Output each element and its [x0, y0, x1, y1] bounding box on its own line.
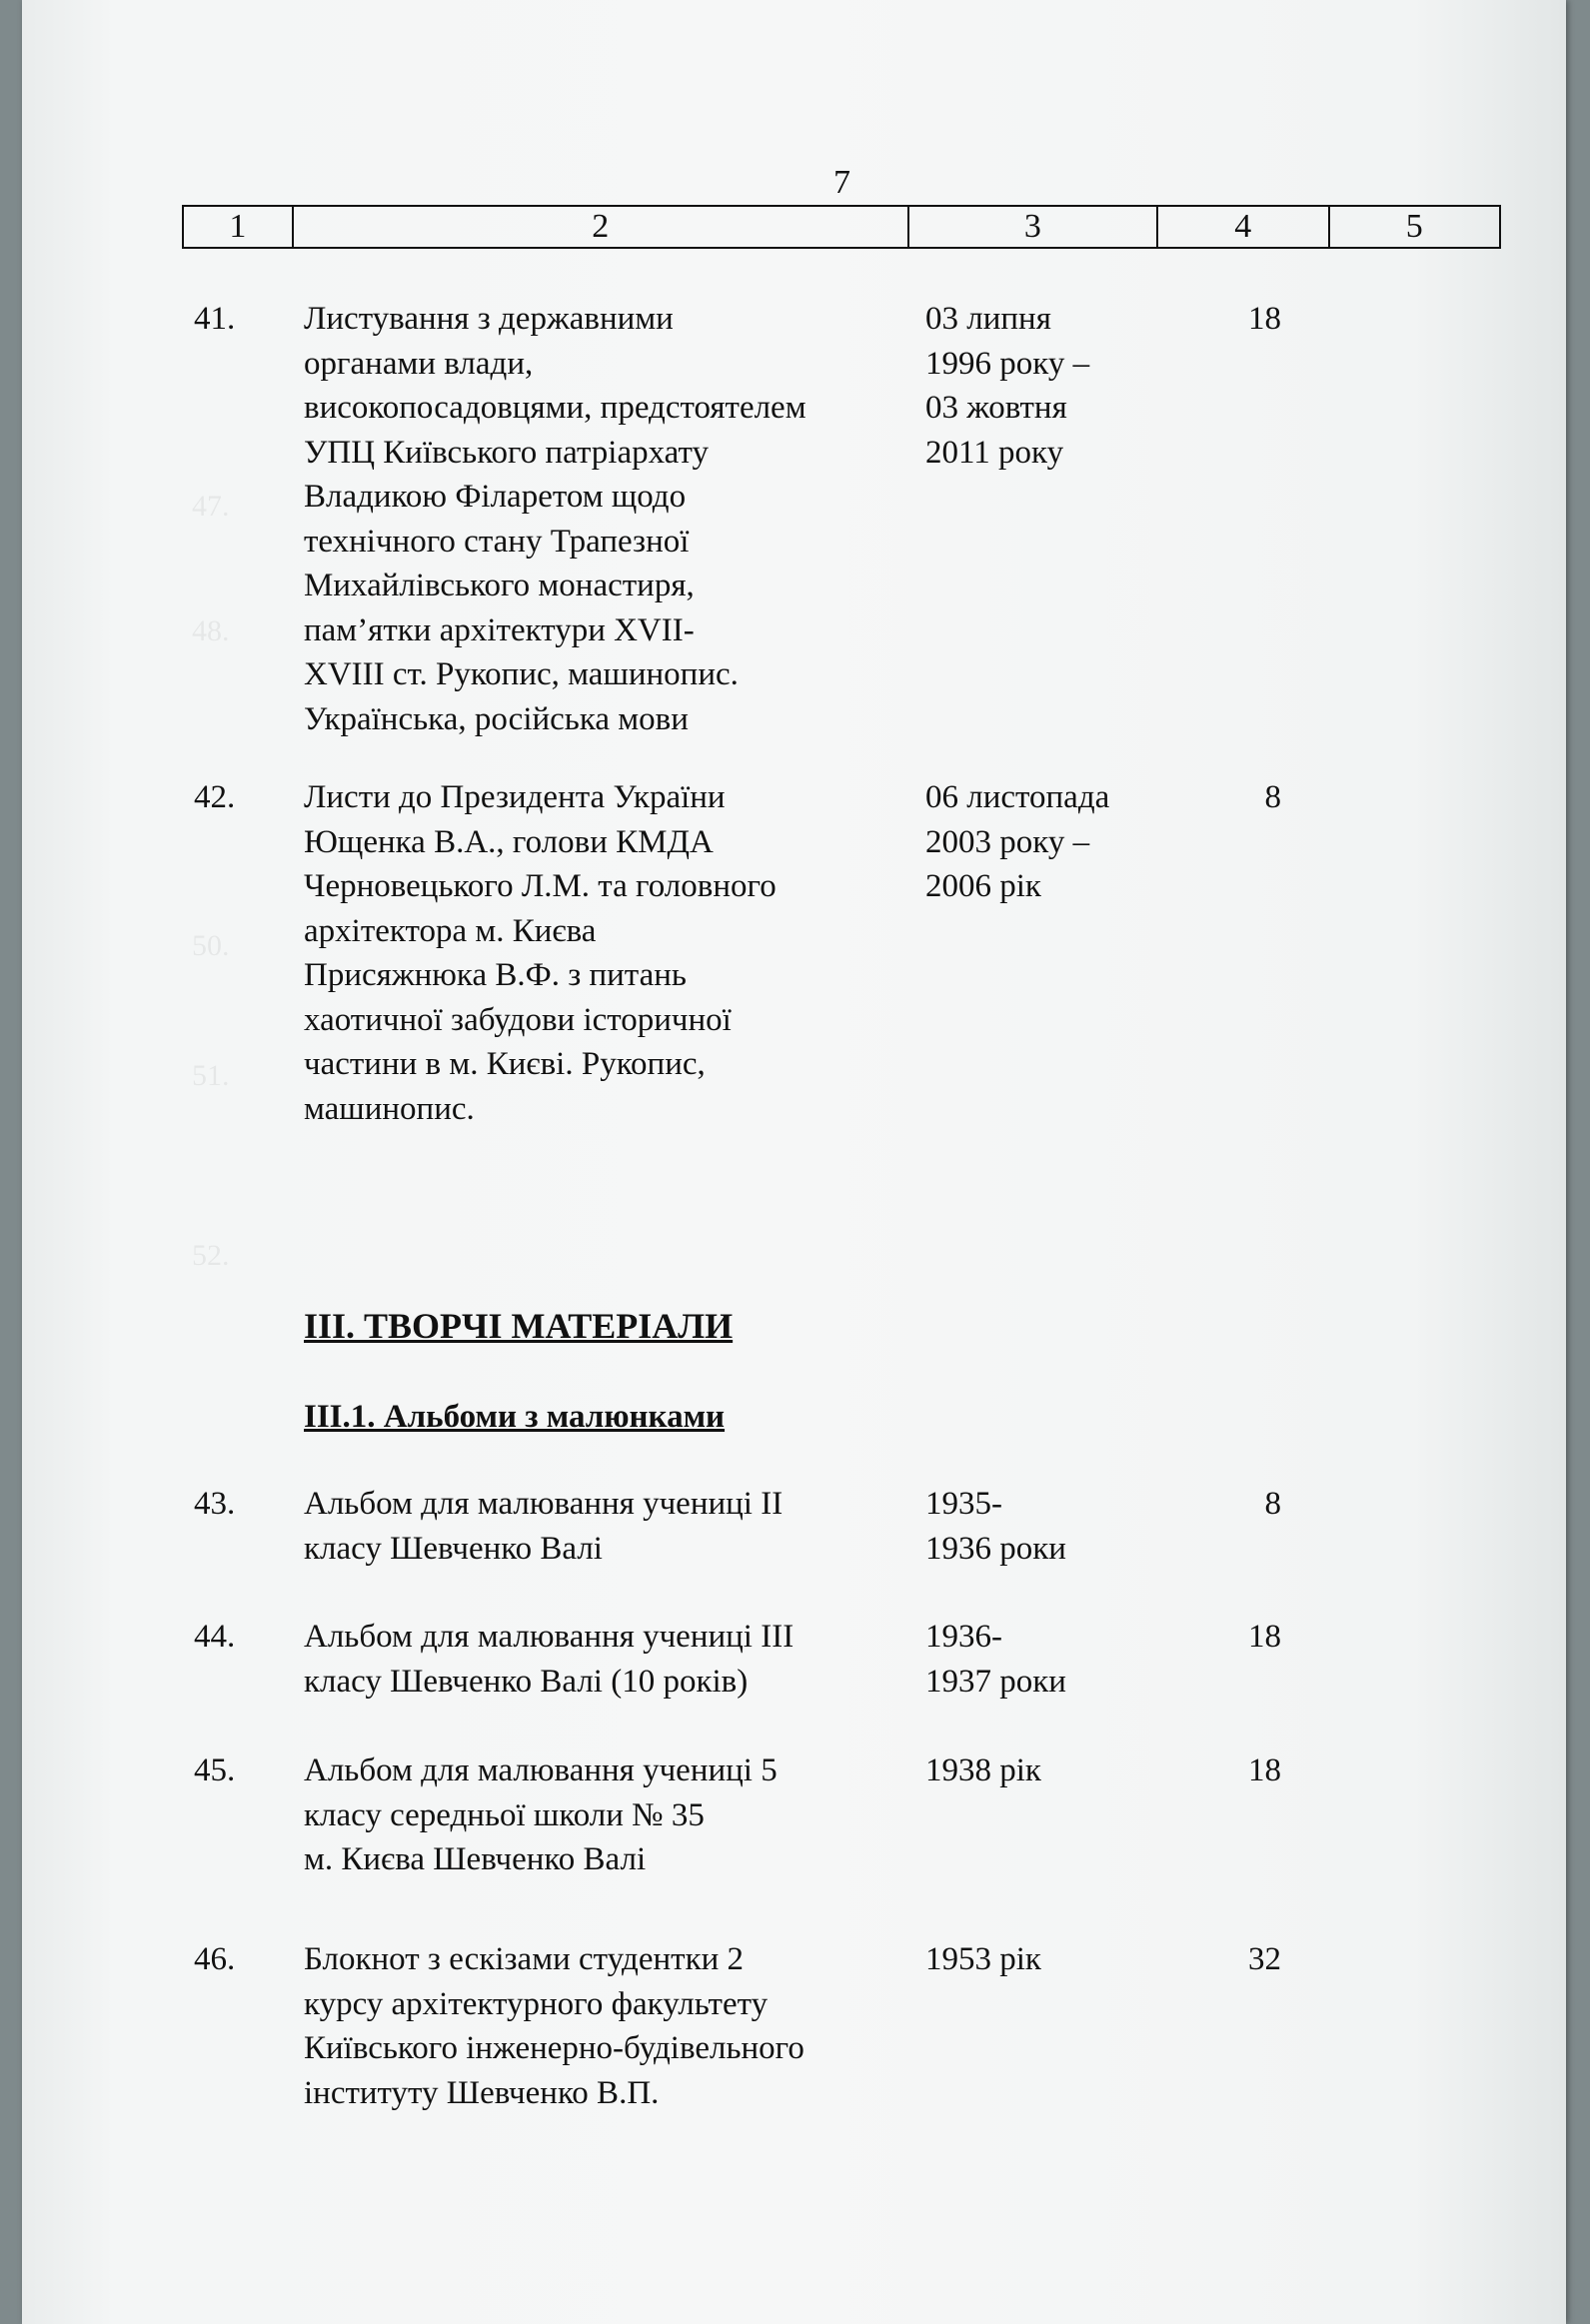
description-line: частини в м. Києві. Рукопис,: [304, 1046, 706, 1082]
entry-date: [925, 297, 1175, 475]
entry-date: [925, 1937, 1175, 1982]
entry-page-count: 18: [1248, 1619, 1281, 1655]
description-line: УПЦ Київського патріархату: [304, 434, 709, 471]
date-line: 1937 роки: [925, 1663, 1066, 1700]
description-line: Черновецького Л.М. та головного: [304, 868, 777, 904]
description-line: класу середньої школи № 35: [304, 1796, 705, 1833]
date-line: 03 жовтня: [925, 390, 1067, 426]
column-header-2: 2: [294, 207, 909, 247]
entry-description: [304, 1482, 923, 1571]
entry-page-count: 32: [1248, 1941, 1281, 1977]
entry-date: [925, 775, 1175, 909]
description-line: XVIII ст. Рукопис, машинопис.: [304, 656, 739, 692]
description-line: Альбом для малювання учениці ІІІ: [304, 1619, 795, 1655]
column-header-3: 3: [909, 207, 1158, 247]
description-line: Альбом для малювання учениці ІІ: [304, 1486, 784, 1522]
column-header-1: 1: [184, 207, 294, 247]
entry-page-count: 8: [1264, 779, 1281, 815]
bleed-through-text: 50.: [192, 929, 230, 962]
entry-date: [925, 1615, 1175, 1704]
description-line: Українська, російська мови: [304, 700, 689, 737]
column-header-row: [182, 205, 1501, 249]
subsection-heading: ІІІ.1. Альбоми з малюнками: [304, 1399, 726, 1435]
bleed-through-text: 47.: [192, 490, 230, 523]
entry-number: 41.: [194, 301, 236, 337]
date-line: 1936-: [925, 1619, 1002, 1655]
description-line: органами влади,: [304, 345, 534, 382]
description-line: Михайлівського монастиря,: [304, 568, 695, 603]
description-line: Владикою Філаретом щодо: [304, 479, 687, 515]
description-line: класу Шевченко Валі (10 років): [304, 1663, 749, 1700]
entry-date: [925, 1748, 1175, 1793]
entry-description: [304, 1748, 923, 1882]
entry-page-count: 8: [1264, 1486, 1281, 1522]
entry-page-count: 18: [1248, 1752, 1281, 1788]
date-line: 1938 рік: [925, 1752, 1041, 1788]
description-line: Листування з державними: [304, 301, 674, 337]
description-line: машинопис.: [304, 1090, 475, 1127]
page-number: 7: [833, 164, 850, 201]
entry-description: [304, 775, 923, 1131]
entry-description: [304, 1615, 923, 1704]
date-line: 1936 роки: [925, 1530, 1066, 1567]
description-line: технічного стану Трапезної: [304, 523, 690, 560]
column-header-5: 5: [1405, 208, 1423, 245]
entry-number: 46.: [194, 1941, 236, 1977]
description-line: м. Києва Шевченко Валі: [304, 1841, 647, 1877]
description-line: Присяжнюка В.Ф. з питань: [304, 957, 687, 993]
entry-number: 44.: [194, 1619, 236, 1655]
date-line: 1953 рік: [925, 1941, 1041, 1977]
description-line: високопосадовцями, предстоятелем: [304, 390, 806, 426]
description-line: пам’ятки архітектури XVII-: [304, 611, 695, 648]
bleed-through-text: 51.: [192, 1059, 230, 1092]
description-line: Листи до Президента України: [304, 779, 726, 815]
entry-page-count: 18: [1248, 301, 1281, 337]
entry-number: 45.: [194, 1752, 236, 1788]
entry-description: [304, 297, 923, 741]
entry-number: 43.: [194, 1486, 236, 1522]
entry-description: [304, 1937, 923, 2115]
description-line: архітектора м. Києва: [304, 912, 597, 949]
entry-number: 42.: [194, 779, 236, 815]
bleed-through-text: 48.: [192, 614, 230, 647]
description-line: Ющенка В.А., голови КМДА: [304, 823, 714, 860]
date-line: 2006 рік: [925, 868, 1041, 904]
date-line: 03 липня: [925, 301, 1051, 337]
bleed-through-text: 52.: [192, 1239, 230, 1272]
entry-date: [925, 1482, 1175, 1571]
date-line: 2011 року: [925, 434, 1064, 471]
section-heading: ІІІ. ТВОРЧІ МАТЕРІАЛИ: [304, 1306, 734, 1346]
date-line: 1935-: [925, 1486, 1002, 1522]
description-line: інституту Шевченко В.П.: [304, 2074, 660, 2111]
date-line: 2003 року –: [925, 823, 1090, 860]
column-header-4: 4: [1158, 207, 1329, 247]
description-line: класу Шевченко Валі: [304, 1530, 603, 1567]
date-line: 06 листопада: [925, 779, 1110, 815]
description-line: Блокнот з ескізами студентки 2: [304, 1941, 745, 1977]
description-line: хаотичної забудови історичної: [304, 1001, 732, 1038]
paper-sheet: [22, 0, 1566, 2324]
description-line: Альбом для малювання учениці 5: [304, 1752, 778, 1788]
description-line: Київського інженерно-будівельного: [304, 2030, 804, 2066]
date-line: 1996 року –: [925, 345, 1090, 382]
description-line: курсу архітектурного факультету: [304, 1985, 769, 2022]
